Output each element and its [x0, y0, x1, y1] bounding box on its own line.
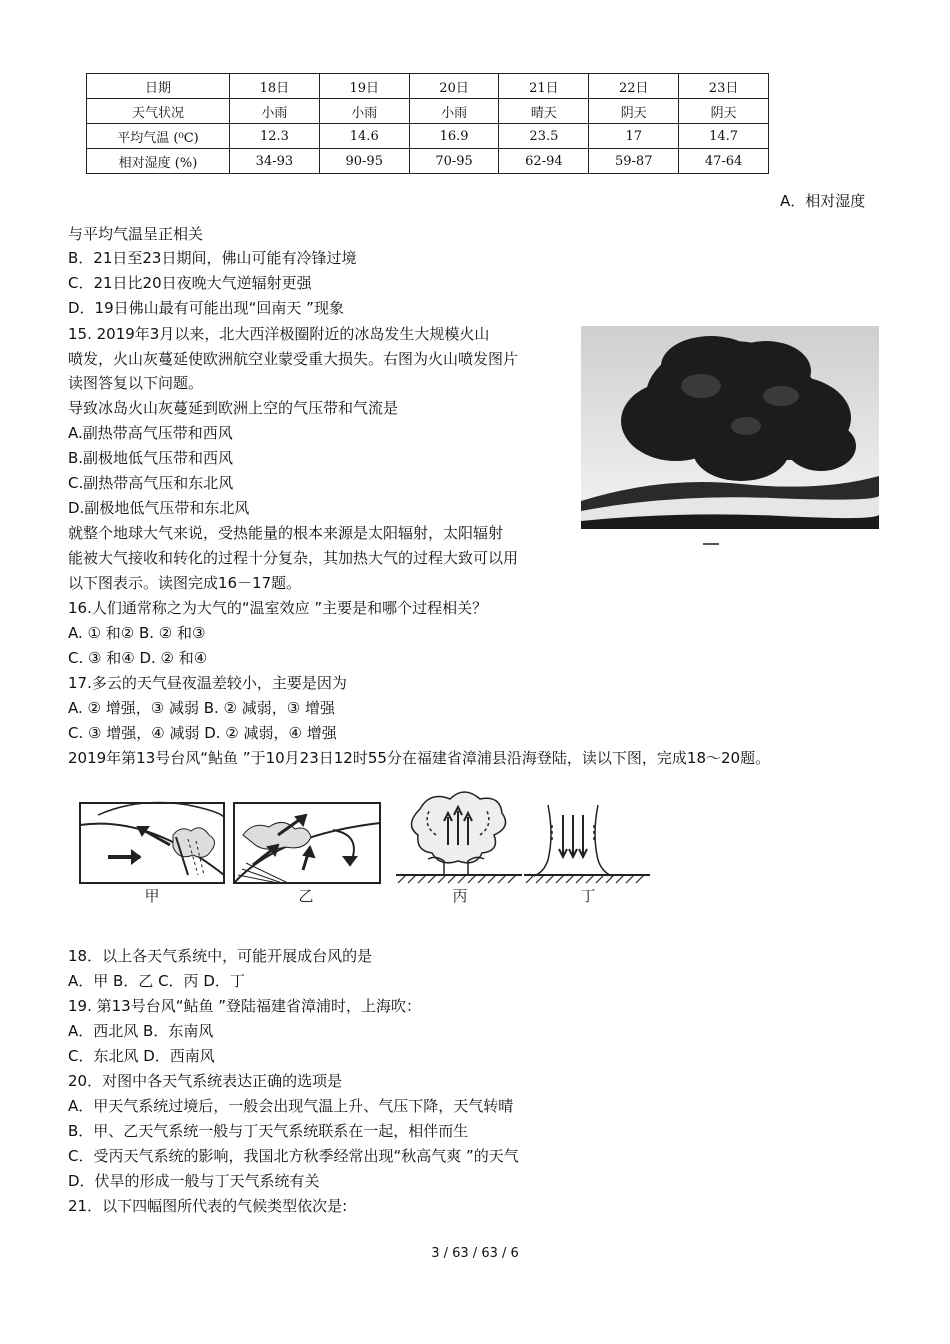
table-cell: 62-94 [499, 149, 589, 174]
table-cell: 阴天 [679, 99, 769, 124]
question-18: 18．以上各天气系统中，可能开展成台风的是 [68, 947, 373, 965]
table-cell: 47-64 [679, 149, 769, 174]
table-cell: 59-87 [589, 149, 679, 174]
table-cell: 日期 [87, 74, 230, 99]
q19-options-ab: A．西北风 B．东南风 [68, 1022, 214, 1040]
question-21: 21．以下四幅图所代表的气候类型依次是: [68, 1197, 348, 1215]
label-bing: 丙 [452, 887, 468, 905]
option-c-text: C．21日比20日夜晚大气逆辐射更强 [68, 274, 312, 292]
table-cell: 34-93 [230, 149, 320, 174]
table-cell: 19日 [319, 74, 409, 99]
question-15-cont: 喷发，火山灰蔓延使欧洲航空业蒙受重大损失。右图为火山喷发图片 [68, 350, 519, 368]
diagram-ding [524, 805, 650, 883]
table-cell: 小雨 [319, 99, 409, 124]
question-20: 20．对图中各天气系统表达正确的选项是 [68, 1072, 343, 1090]
q17-options-cd: C. ③ 增强，④ 减弱 D. ② 减弱，④ 增强 [68, 724, 337, 742]
table-cell: 阴天 [589, 99, 679, 124]
table-cell: 相对湿度 (%) [87, 149, 230, 174]
table-cell: 18日 [230, 74, 320, 99]
table-row [87, 99, 769, 124]
photo-caption-mark [703, 543, 719, 545]
table-cell: 70-95 [409, 149, 499, 174]
question-15-stem: 导致冰岛火山灰蔓延到欧洲上空的气压带和气流是 [68, 399, 399, 417]
option-a-text: A．相对湿度 [780, 192, 866, 210]
table-cell: 晴天 [499, 99, 589, 124]
label-ding: 丁 [580, 887, 596, 905]
table-cell: 20日 [409, 74, 499, 99]
question-15-cont2: 读图答复以下问题。 [68, 374, 204, 392]
question-16: 16.人们通常称之为大气的“温室效应 ”主要是和哪个过程相关？ [68, 599, 488, 617]
label-jia: 甲 [144, 887, 160, 905]
question-19: 19. 第13号台风“鲇鱼 ”登陆福建省漳浦时，上海吹： [68, 997, 422, 1015]
q20-option-d: D．伏旱的形成一般与丁天气系统有关 [68, 1172, 320, 1190]
table-cell: 17 [589, 124, 679, 149]
q15-option-a: A.副热带高气压带和西风 [68, 424, 233, 442]
q20-option-b: B．甲、乙天气系统一般与丁天气系统联系在一起，相伴而生 [68, 1122, 469, 1140]
diagram-yi [234, 803, 380, 883]
table-cell: 平均气温 (⁰C) [87, 124, 230, 149]
diagram-jia [80, 803, 224, 883]
q15-option-d: D.副极地低气压带和东北风 [68, 499, 250, 517]
table-cell: 23日 [679, 74, 769, 99]
option-a-cont: 与平均气温呈正相关 [68, 225, 204, 243]
table-row [87, 74, 769, 99]
table-cell: 16.9 [409, 124, 499, 149]
passage-16-17: 就整个地球大气来说，受热能量的根本来源是太阳辐射，太阳辐射 [68, 524, 504, 542]
table-cell: 21日 [499, 74, 589, 99]
q16-options-ab: A. ① 和② B. ② 和③ [68, 624, 206, 642]
question-15: 15. 2019年3月以来，北大西洋极圈附近的冰岛发生大规模火山 [68, 325, 490, 343]
question-17: 17.多云的天气昼夜温差较小，主要是因为 [68, 674, 347, 692]
table-cell: 小雨 [230, 99, 320, 124]
q18-options: A．甲 B．乙 C．丙 D．丁 [68, 972, 245, 990]
weather-table [86, 73, 769, 174]
q19-options-cd: C．东北风 D．西南风 [68, 1047, 215, 1065]
passage-18-20: 2019年第13号台风“鲇鱼 ”于10月23日12时55分在福建省漳浦县沿海登陆，读以下图，完成18～20题。 [68, 749, 771, 767]
q15-option-b: B.副极地低气压带和西风 [68, 449, 234, 467]
option-b-text: B．21日至23日期间，佛山可能有冷锋过境 [68, 249, 357, 267]
table-cell: 12.3 [230, 124, 320, 149]
table-cell: 90-95 [319, 149, 409, 174]
q16-options-cd: C. ③ 和④ D. ② 和④ [68, 649, 208, 667]
table-row [87, 149, 769, 174]
q17-options-ab: A. ② 增强，③ 减弱 B. ② 减弱，③ 增强 [68, 699, 335, 717]
volcano-eruption-photo [581, 326, 879, 529]
passage-16-17-cont2: 以下图表示。读图完成16－17题。 [68, 574, 302, 592]
q20-option-c: C．受丙天气系统的影响，我国北方秋季经常出现“秋高气爽 ”的天气 [68, 1147, 519, 1165]
page-footer: 3 / 63 / 63 / 6 [431, 1246, 519, 1261]
weather-systems-diagram [78, 775, 653, 910]
q15-option-c: C.副热带高气压和东北风 [68, 474, 234, 492]
label-yi: 乙 [298, 887, 314, 905]
diagram-bing [396, 792, 522, 883]
table-cell: 22日 [589, 74, 679, 99]
table-cell: 14.6 [319, 124, 409, 149]
table-row [87, 124, 769, 149]
table-cell: 14.7 [679, 124, 769, 149]
q20-option-a: A．甲天气系统过境后，一般会出现气温上升、气压下降，天气转晴 [68, 1097, 514, 1115]
table-cell: 小雨 [409, 99, 499, 124]
table-cell: 天气状况 [87, 99, 230, 124]
table-cell: 23.5 [499, 124, 589, 149]
option-d-text: D．19日佛山最有可能出现“回南天 ”现象 [68, 299, 344, 317]
passage-16-17-cont: 能被大气接收和转化的过程十分复杂，其加热大气的过程大致可以用 [68, 549, 519, 567]
